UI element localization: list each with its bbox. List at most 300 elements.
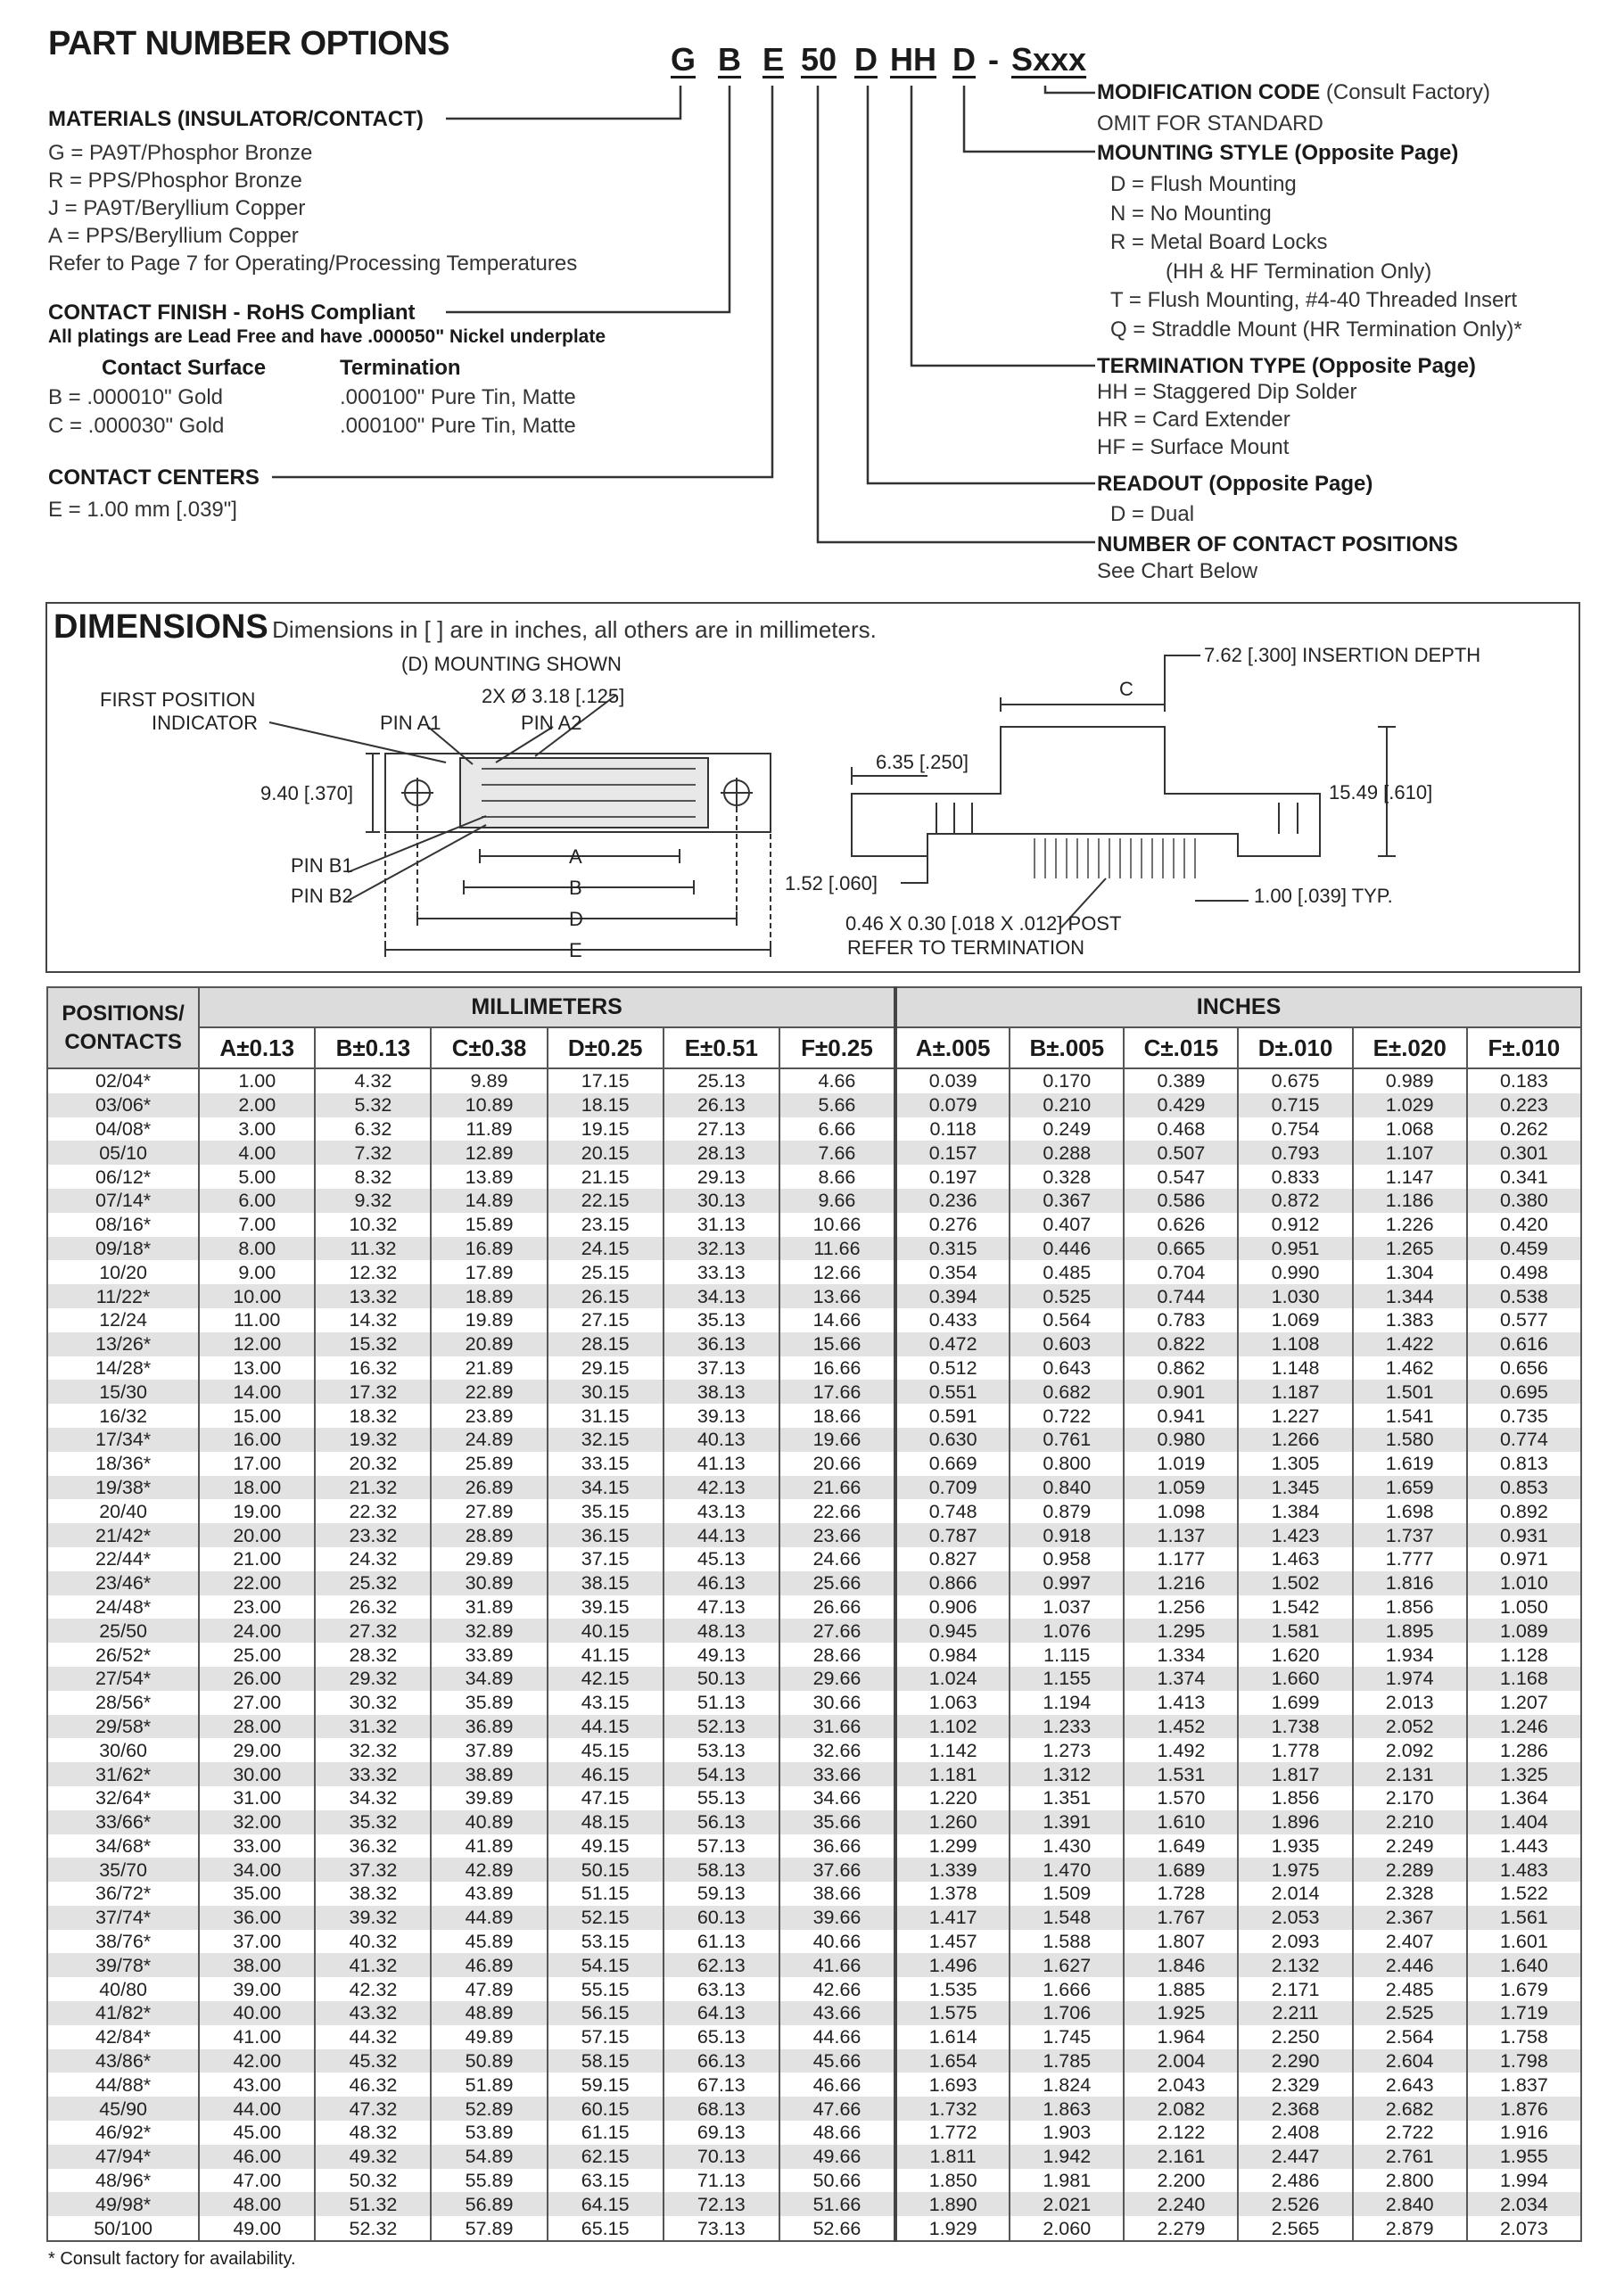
cell-inches: 1.778 — [1238, 1738, 1352, 1762]
cell-inches: 2.171 — [1238, 1977, 1352, 2001]
cell-mm: 69.13 — [664, 2121, 779, 2145]
cell-positions: 24/48* — [47, 1595, 199, 1620]
cell-mm: 19.89 — [431, 1308, 547, 1332]
cell-mm: 36.15 — [548, 1523, 664, 1547]
table-row — [47, 1786, 1581, 1810]
cell-mm: 21.89 — [431, 1356, 547, 1381]
cell-mm: 49.15 — [548, 1834, 664, 1859]
cell-inches: 1.068 — [1353, 1117, 1467, 1142]
cell-inches: 0.793 — [1238, 1141, 1352, 1165]
cell-mm: 27.15 — [548, 1308, 664, 1332]
cell-mm: 34.89 — [431, 1667, 547, 1691]
cell-mm: 4.66 — [779, 1068, 895, 1093]
cell-mm: 18.00 — [199, 1476, 315, 1500]
cell-inches: 1.994 — [1467, 2169, 1581, 2193]
cell-mm: 28.00 — [199, 1715, 315, 1739]
cell-mm: 64.13 — [664, 2001, 779, 2025]
cell-inches: 2.682 — [1353, 2097, 1467, 2121]
mounting-item: Q = Straddle Mount (HR Termination Only)* — [1110, 317, 1522, 342]
cell-mm: 45.89 — [431, 1930, 547, 1954]
cell-mm: 34.00 — [199, 1858, 315, 1882]
cell-inches: 2.132 — [1238, 1953, 1352, 1977]
table-row — [47, 2073, 1581, 2097]
materials-item: A = PPS/Beryllium Copper — [48, 224, 299, 248]
cell-inches: 0.912 — [1238, 1213, 1352, 1237]
cell-inches: 1.383 — [1353, 1308, 1467, 1332]
cell-inches: 1.890 — [895, 2192, 1010, 2216]
cell-mm: 47.66 — [779, 2097, 895, 2121]
cell-mm: 18.32 — [315, 1404, 431, 1428]
cell-positions: 02/04* — [47, 1068, 199, 1093]
cell-positions: 03/06* — [47, 1093, 199, 1117]
cell-inches: 1.391 — [1010, 1810, 1124, 1834]
cell-mm: 8.00 — [199, 1237, 315, 1261]
table-row — [47, 2121, 1581, 2145]
cell-inches: 2.082 — [1124, 2097, 1238, 2121]
cell-mm: 45.13 — [664, 1547, 779, 1571]
cell-inches: 1.457 — [895, 1930, 1010, 1954]
label-e: E — [569, 939, 582, 961]
cell-mm: 9.89 — [431, 1068, 547, 1093]
cell-mm: 43.66 — [779, 2001, 895, 2025]
cell-inches: 0.389 — [1124, 1068, 1238, 1093]
cell-mm: 19.32 — [315, 1428, 431, 1452]
cell-mm: 36.13 — [664, 1332, 779, 1356]
cell-mm: 32.00 — [199, 1810, 315, 1834]
cell-inches: 1.614 — [895, 2025, 1010, 2049]
cell-inches: 1.256 — [1124, 1595, 1238, 1620]
cell-mm: 38.00 — [199, 1953, 315, 1977]
cell-inches: 2.879 — [1353, 2216, 1467, 2241]
cell-mm: 14.89 — [431, 1189, 547, 1213]
cell-inches: 1.422 — [1353, 1332, 1467, 1356]
cell-mm: 27.89 — [431, 1499, 547, 1523]
cell-mm: 34.32 — [315, 1786, 431, 1810]
cell-mm: 25.32 — [315, 1571, 431, 1595]
cell-inches: 1.037 — [1010, 1595, 1124, 1620]
cell-inches: 0.862 — [1124, 1356, 1238, 1381]
cell-inches: 1.246 — [1467, 1715, 1581, 1739]
cell-inches: 0.380 — [1467, 1189, 1581, 1213]
cell-mm: 73.13 — [664, 2216, 779, 2241]
cell-mm: 48.89 — [431, 2001, 547, 2025]
cell-inches: 0.997 — [1010, 1571, 1124, 1595]
cell-inches: 1.325 — [1467, 1762, 1581, 1786]
cell-mm: 12.89 — [431, 1141, 547, 1165]
readout-heading: READOUT (Opposite Page) — [1097, 472, 1373, 496]
cell-inches: 0.354 — [895, 1260, 1010, 1284]
cell-positions: 36/72* — [47, 1882, 199, 1906]
cell-mm: 39.15 — [548, 1595, 664, 1620]
cell-inches: 1.226 — [1353, 1213, 1467, 1237]
cell-mm: 26.00 — [199, 1667, 315, 1691]
cell-mm: 51.66 — [779, 2192, 895, 2216]
table-row — [47, 1093, 1581, 1117]
cell-mm: 68.13 — [664, 2097, 779, 2121]
cell-inches: 0.223 — [1467, 1093, 1581, 1117]
cell-mm: 35.15 — [548, 1499, 664, 1523]
cell-inches: 1.299 — [895, 1834, 1010, 1859]
cell-inches: 0.586 — [1124, 1189, 1238, 1213]
cell-mm: 22.00 — [199, 1571, 315, 1595]
label-pin-a2: PIN A2 — [521, 712, 582, 734]
readout-value: D = Dual — [1110, 502, 1195, 526]
cell-mm: 26.15 — [548, 1284, 664, 1308]
cell-mm: 15.32 — [315, 1332, 431, 1356]
table-row — [47, 1068, 1581, 1093]
cell-inches: 2.564 — [1353, 2025, 1467, 2049]
table-row — [47, 1930, 1581, 1954]
cell-inches: 0.800 — [1010, 1452, 1124, 1476]
cell-mm: 17.32 — [315, 1380, 431, 1404]
cell-inches: 0.394 — [895, 1284, 1010, 1308]
table-row — [47, 2192, 1581, 2216]
cell-inches: 0.183 — [1467, 1068, 1581, 1093]
cell-inches: 1.177 — [1124, 1547, 1238, 1571]
cell-inches: 2.447 — [1238, 2145, 1352, 2169]
header-inches: INCHES — [895, 987, 1581, 1027]
code-modification: Sxxx — [1011, 41, 1087, 78]
cell-mm: 6.00 — [199, 1189, 315, 1213]
cell-mm: 7.66 — [779, 1141, 895, 1165]
cell-inches: 1.334 — [1124, 1643, 1238, 1667]
cell-mm: 7.00 — [199, 1213, 315, 1237]
cell-inches: 0.459 — [1467, 1237, 1581, 1261]
table-row — [47, 1667, 1581, 1691]
code-termination: HH — [890, 41, 936, 78]
cell-mm: 52.89 — [431, 2097, 547, 2121]
cell-positions: 30/60 — [47, 1738, 199, 1762]
cell-inches: 0.262 — [1467, 1117, 1581, 1142]
cell-inches: 0.941 — [1124, 1404, 1238, 1428]
cell-inches: 1.916 — [1467, 2121, 1581, 2145]
cell-inches: 0.328 — [1010, 1165, 1124, 1189]
cell-inches: 0.170 — [1010, 1068, 1124, 1093]
cell-inches: 2.446 — [1353, 1953, 1467, 1977]
cell-inches: 1.777 — [1353, 1547, 1467, 1571]
finish-b-term: .000100" Pure Tin, Matte — [340, 385, 576, 409]
cell-inches: 1.575 — [895, 2001, 1010, 2025]
cell-inches: 0.669 — [895, 1452, 1010, 1476]
cell-positions: 14/28* — [47, 1356, 199, 1381]
cell-inches: 2.052 — [1353, 1715, 1467, 1739]
cell-inches: 2.800 — [1353, 2169, 1467, 2193]
label-b: B — [569, 877, 582, 899]
cell-mm: 23.89 — [431, 1404, 547, 1428]
cell-inches: 0.783 — [1124, 1308, 1238, 1332]
cell-inches: 1.522 — [1467, 1882, 1581, 1906]
cell-mm: 5.66 — [779, 1093, 895, 1117]
cell-mm: 27.00 — [199, 1691, 315, 1715]
cell-positions: 49/98* — [47, 2192, 199, 2216]
cell-mm: 65.13 — [664, 2025, 779, 2049]
cell-mm: 12.00 — [199, 1332, 315, 1356]
table-row — [47, 2097, 1581, 2121]
cell-mm: 48.13 — [664, 1619, 779, 1643]
cell-mm: 37.89 — [431, 1738, 547, 1762]
cell-inches: 2.250 — [1238, 2025, 1352, 2049]
table-row — [47, 1284, 1581, 1308]
cell-mm: 13.66 — [779, 1284, 895, 1308]
cell-inches: 1.220 — [895, 1786, 1010, 1810]
cell-mm: 53.13 — [664, 1738, 779, 1762]
table-row — [47, 1882, 1581, 1906]
table-row — [47, 1356, 1581, 1381]
cell-mm: 51.15 — [548, 1882, 664, 1906]
cell-inches: 1.745 — [1010, 2025, 1124, 2049]
cell-mm: 12.66 — [779, 1260, 895, 1284]
cell-mm: 30.00 — [199, 1762, 315, 1786]
cell-mm: 37.66 — [779, 1858, 895, 1882]
cell-inches: 2.161 — [1124, 2145, 1238, 2169]
cell-mm: 32.32 — [315, 1738, 431, 1762]
cell-positions: 10/20 — [47, 1260, 199, 1284]
cell-mm: 24.32 — [315, 1547, 431, 1571]
cell-inches: 1.384 — [1238, 1499, 1352, 1523]
termination-item: HF = Surface Mount — [1097, 435, 1290, 459]
cell-inches: 1.728 — [1124, 1882, 1238, 1906]
cell-mm: 56.89 — [431, 2192, 547, 2216]
cell-mm: 59.13 — [664, 1882, 779, 1906]
cell-inches: 1.738 — [1238, 1715, 1352, 1739]
cell-inches: 1.659 — [1353, 1476, 1467, 1500]
label-1549: 15.49 [.610] — [1329, 781, 1433, 804]
cell-mm: 51.13 — [664, 1691, 779, 1715]
cell-positions: 05/10 — [47, 1141, 199, 1165]
cell-mm: 58.15 — [548, 2049, 664, 2073]
table-row — [47, 2049, 1581, 2073]
cell-mm: 26.66 — [779, 1595, 895, 1620]
cell-inches: 0.787 — [895, 1523, 1010, 1547]
cell-inches: 1.502 — [1238, 1571, 1352, 1595]
cell-mm: 28.89 — [431, 1523, 547, 1547]
cell-inches: 1.286 — [1467, 1738, 1581, 1762]
cell-mm: 26.13 — [664, 1093, 779, 1117]
cell-inches: 1.339 — [895, 1858, 1010, 1882]
cell-mm: 58.13 — [664, 1858, 779, 1882]
cell-inches: 0.918 — [1010, 1523, 1124, 1547]
cell-mm: 18.89 — [431, 1284, 547, 1308]
cell-inches: 1.050 — [1467, 1595, 1581, 1620]
table-row — [47, 1165, 1581, 1189]
cell-inches: 1.351 — [1010, 1786, 1124, 1810]
cell-inches: 1.811 — [895, 2145, 1010, 2169]
header-in-e: E±.020 — [1353, 1027, 1467, 1068]
cell-inches: 1.312 — [1010, 1762, 1124, 1786]
cell-mm: 31.00 — [199, 1786, 315, 1810]
label-pin-b2: PIN B2 — [291, 885, 353, 907]
cell-inches: 1.856 — [1238, 1786, 1352, 1810]
label-first-position: FIRST POSITION — [100, 688, 256, 711]
cell-inches: 1.588 — [1010, 1930, 1124, 1954]
cell-inches: 2.407 — [1353, 1930, 1467, 1954]
cell-mm: 66.13 — [664, 2049, 779, 2073]
cell-inches: 1.876 — [1467, 2097, 1581, 2121]
cell-mm: 33.32 — [315, 1762, 431, 1786]
cell-inches: 2.043 — [1124, 2073, 1238, 2097]
cell-mm: 8.66 — [779, 1165, 895, 1189]
table-row — [47, 1953, 1581, 1977]
cell-inches: 0.744 — [1124, 1284, 1238, 1308]
cell-mm: 32.15 — [548, 1428, 664, 1452]
cell-mm: 49.89 — [431, 2025, 547, 2049]
cell-positions: 12/24 — [47, 1308, 199, 1332]
cell-mm: 36.89 — [431, 1715, 547, 1739]
cell-inches: 1.561 — [1467, 1906, 1581, 1930]
cell-inches: 2.200 — [1124, 2169, 1238, 2193]
cell-mm: 41.89 — [431, 1834, 547, 1859]
cell-mm: 30.66 — [779, 1691, 895, 1715]
cell-positions: 26/52* — [47, 1643, 199, 1667]
cell-mm: 40.66 — [779, 1930, 895, 1954]
cell-mm: 17.66 — [779, 1380, 895, 1404]
header-mm-f: F±0.25 — [779, 1027, 895, 1068]
cell-mm: 15.66 — [779, 1332, 895, 1356]
table-row — [47, 1810, 1581, 1834]
table-row — [47, 2025, 1581, 2049]
table-row — [47, 1404, 1581, 1428]
cell-inches: 2.210 — [1353, 1810, 1467, 1834]
table-row — [47, 2145, 1581, 2169]
cell-mm: 46.15 — [548, 1762, 664, 1786]
cell-mm: 40.15 — [548, 1619, 664, 1643]
cell-mm: 44.13 — [664, 1523, 779, 1547]
cell-mm: 34.13 — [664, 1284, 779, 1308]
cell-mm: 39.66 — [779, 1906, 895, 1930]
cell-inches: 1.089 — [1467, 1619, 1581, 1643]
cell-mm: 45.00 — [199, 2121, 315, 2145]
cell-mm: 22.66 — [779, 1499, 895, 1523]
cell-mm: 33.66 — [779, 1762, 895, 1786]
cell-inches: 1.147 — [1353, 1165, 1467, 1189]
cell-mm: 18.66 — [779, 1404, 895, 1428]
cell-mm: 30.32 — [315, 1691, 431, 1715]
cell-inches: 0.906 — [895, 1595, 1010, 1620]
cell-mm: 47.32 — [315, 2097, 431, 2121]
cell-inches: 1.824 — [1010, 2073, 1124, 2097]
table-body — [47, 1068, 1581, 2241]
header-in-c: C±.015 — [1124, 1027, 1238, 1068]
header-mm-c: C±0.38 — [431, 1027, 547, 1068]
cell-mm: 13.00 — [199, 1356, 315, 1381]
cell-mm: 54.15 — [548, 1953, 664, 1977]
cell-inches: 1.654 — [895, 2049, 1010, 2073]
cell-mm: 32.89 — [431, 1619, 547, 1643]
cell-positions: 48/96* — [47, 2169, 199, 2193]
cell-mm: 20.15 — [548, 1141, 664, 1165]
cell-inches: 0.485 — [1010, 1260, 1124, 1284]
materials-note: Refer to Page 7 for Operating/Processing Temperatures — [48, 251, 578, 276]
materials-item: R = PPS/Phosphor Bronze — [48, 169, 302, 193]
cell-inches: 2.368 — [1238, 2097, 1352, 2121]
page-title: PART NUMBER OPTIONS — [48, 25, 450, 62]
cell-mm: 62.13 — [664, 1953, 779, 1977]
cell-mm: 49.32 — [315, 2145, 431, 2169]
table-row — [47, 1213, 1581, 1237]
cell-inches: 1.699 — [1238, 1691, 1352, 1715]
cell-inches: 1.649 — [1124, 1834, 1238, 1859]
cell-mm: 30.89 — [431, 1571, 547, 1595]
cell-mm: 14.00 — [199, 1380, 315, 1404]
cell-mm: 31.13 — [664, 1213, 779, 1237]
cell-mm: 10.00 — [199, 1284, 315, 1308]
cell-inches: 2.328 — [1353, 1882, 1467, 1906]
cell-inches: 0.446 — [1010, 1237, 1124, 1261]
cell-inches: 1.345 — [1238, 1476, 1352, 1500]
code-mounting: D — [952, 41, 976, 78]
cell-inches: 0.433 — [895, 1308, 1010, 1332]
cell-inches: 0.547 — [1124, 1165, 1238, 1189]
cell-inches: 0.665 — [1124, 1237, 1238, 1261]
cell-inches: 1.069 — [1238, 1308, 1352, 1332]
cell-mm: 10.66 — [779, 1213, 895, 1237]
cell-mm: 33.00 — [199, 1834, 315, 1859]
table-row — [47, 1499, 1581, 1523]
cell-inches: 1.541 — [1353, 1404, 1467, 1428]
cell-inches: 1.194 — [1010, 1691, 1124, 1715]
cell-positions: 16/32 — [47, 1404, 199, 1428]
cell-mm: 14.66 — [779, 1308, 895, 1332]
label-152: 1.52 [.060] — [785, 872, 878, 894]
finish-subnote: All platings are Lead Free and have .000050" Nickel underplate — [48, 326, 606, 347]
cell-mm: 28.32 — [315, 1643, 431, 1667]
cell-inches: 1.443 — [1467, 1834, 1581, 1859]
cell-mm: 3.00 — [199, 1117, 315, 1142]
cell-mm: 54.89 — [431, 2145, 547, 2169]
cell-inches: 1.273 — [1010, 1738, 1124, 1762]
cell-mm: 25.66 — [779, 1571, 895, 1595]
cell-mm: 37.00 — [199, 1930, 315, 1954]
cell-mm: 49.66 — [779, 2145, 895, 2169]
cell-mm: 40.13 — [664, 1428, 779, 1452]
cell-inches: 1.896 — [1238, 1810, 1352, 1834]
side-posts — [1035, 838, 1195, 878]
cell-inches: 0.507 — [1124, 1141, 1238, 1165]
cell-inches: 1.076 — [1010, 1619, 1124, 1643]
cell-mm: 16.89 — [431, 1237, 547, 1261]
cell-mm: 41.32 — [315, 1953, 431, 1977]
cell-mm: 40.89 — [431, 1810, 547, 1834]
cell-mm: 15.89 — [431, 1213, 547, 1237]
cell-positions: 34/68* — [47, 1834, 199, 1859]
cell-inches: 0.236 — [895, 1189, 1010, 1213]
cell-mm: 29.32 — [315, 1667, 431, 1691]
cell-mm: 32.13 — [664, 1237, 779, 1261]
table-row — [47, 1547, 1581, 1571]
cell-inches: 1.935 — [1238, 1834, 1352, 1859]
materials-heading: MATERIALS (INSULATOR/CONTACT) — [48, 107, 424, 131]
cell-mm: 56.13 — [664, 1810, 779, 1834]
finish-c-code: C = .000030" Gold — [48, 414, 225, 438]
cell-mm: 20.00 — [199, 1523, 315, 1547]
cell-mm: 17.15 — [548, 1068, 664, 1093]
label-c: C — [1119, 678, 1134, 700]
cell-inches: 0.989 — [1353, 1068, 1467, 1093]
cell-inches: 0.626 — [1124, 1213, 1238, 1237]
cell-mm: 36.32 — [315, 1834, 431, 1859]
cell-mm: 67.13 — [664, 2073, 779, 2097]
cell-mm: 9.66 — [779, 1189, 895, 1213]
cell-mm: 16.00 — [199, 1428, 315, 1452]
cell-mm: 42.66 — [779, 1977, 895, 2001]
cell-inches: 0.429 — [1124, 1093, 1238, 1117]
label-a: A — [569, 845, 582, 868]
cell-inches: 1.850 — [895, 2169, 1010, 2193]
table-row — [47, 1332, 1581, 1356]
cell-inches: 1.024 — [895, 1667, 1010, 1691]
table-row — [47, 1643, 1581, 1667]
cell-mm: 2.00 — [199, 1093, 315, 1117]
